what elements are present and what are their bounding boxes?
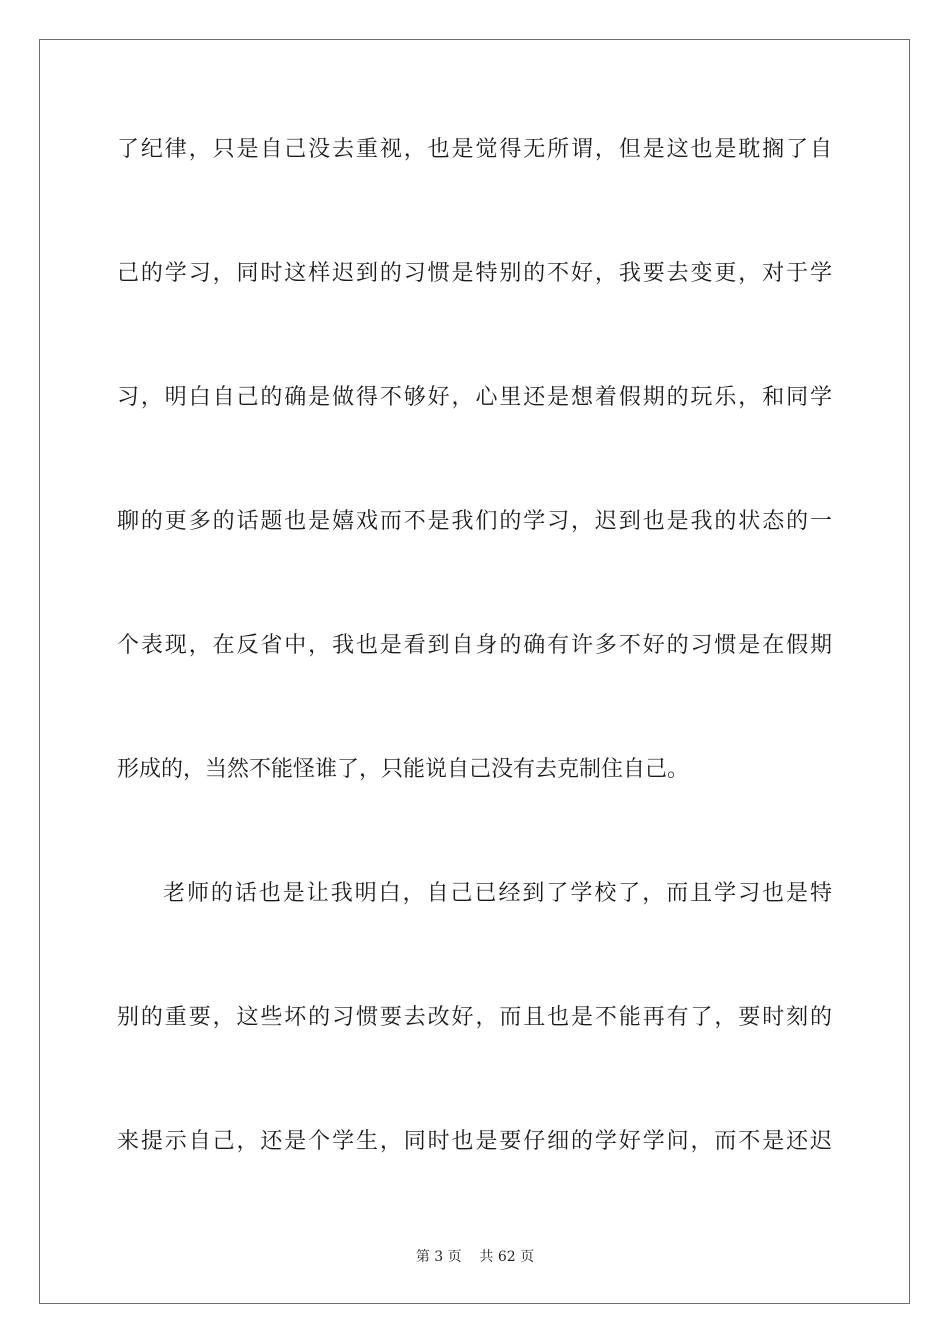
paragraph-line: 个表现，在反省中，我也是看到自身的确有许多不好的习惯是在假期 <box>117 633 832 658</box>
page-number-footer: 第 3 页 共 62 页 <box>415 1249 535 1265</box>
paragraph-line: 了纪律，只是自己没去重视，也是觉得无所谓，但是这也是耽搁了自 <box>117 137 832 162</box>
paragraph-line: 己的学习，同时这样迟到的习惯是特别的不好，我要去变更，对于学 <box>117 261 832 286</box>
paragraph-line: 习，明白自己的确是做得不够好，心里还是想着假期的玩乐，和同学 <box>117 385 832 410</box>
paragraph-line: 别的重要，这些坏的习惯要去改好，而且也是不能再有了，要时刻的 <box>117 1005 832 1030</box>
paragraph-line: 老师的话也是让我明白，自己已经到了学校了，而且学习也是特 <box>163 881 832 906</box>
paragraph-line: 聊的更多的话题也是嬉戏而不是我们的学习，迟到也是我的状态的一 <box>117 509 832 534</box>
page-border <box>39 39 910 1304</box>
paragraph-line: 来提示自己，还是个学生，同时也是要仔细的学好学问，而不是还迟 <box>117 1129 832 1154</box>
paragraph-line: 形成的，当然不能怪谁了，只能说自己没有去克制住自己。 <box>117 757 690 782</box>
